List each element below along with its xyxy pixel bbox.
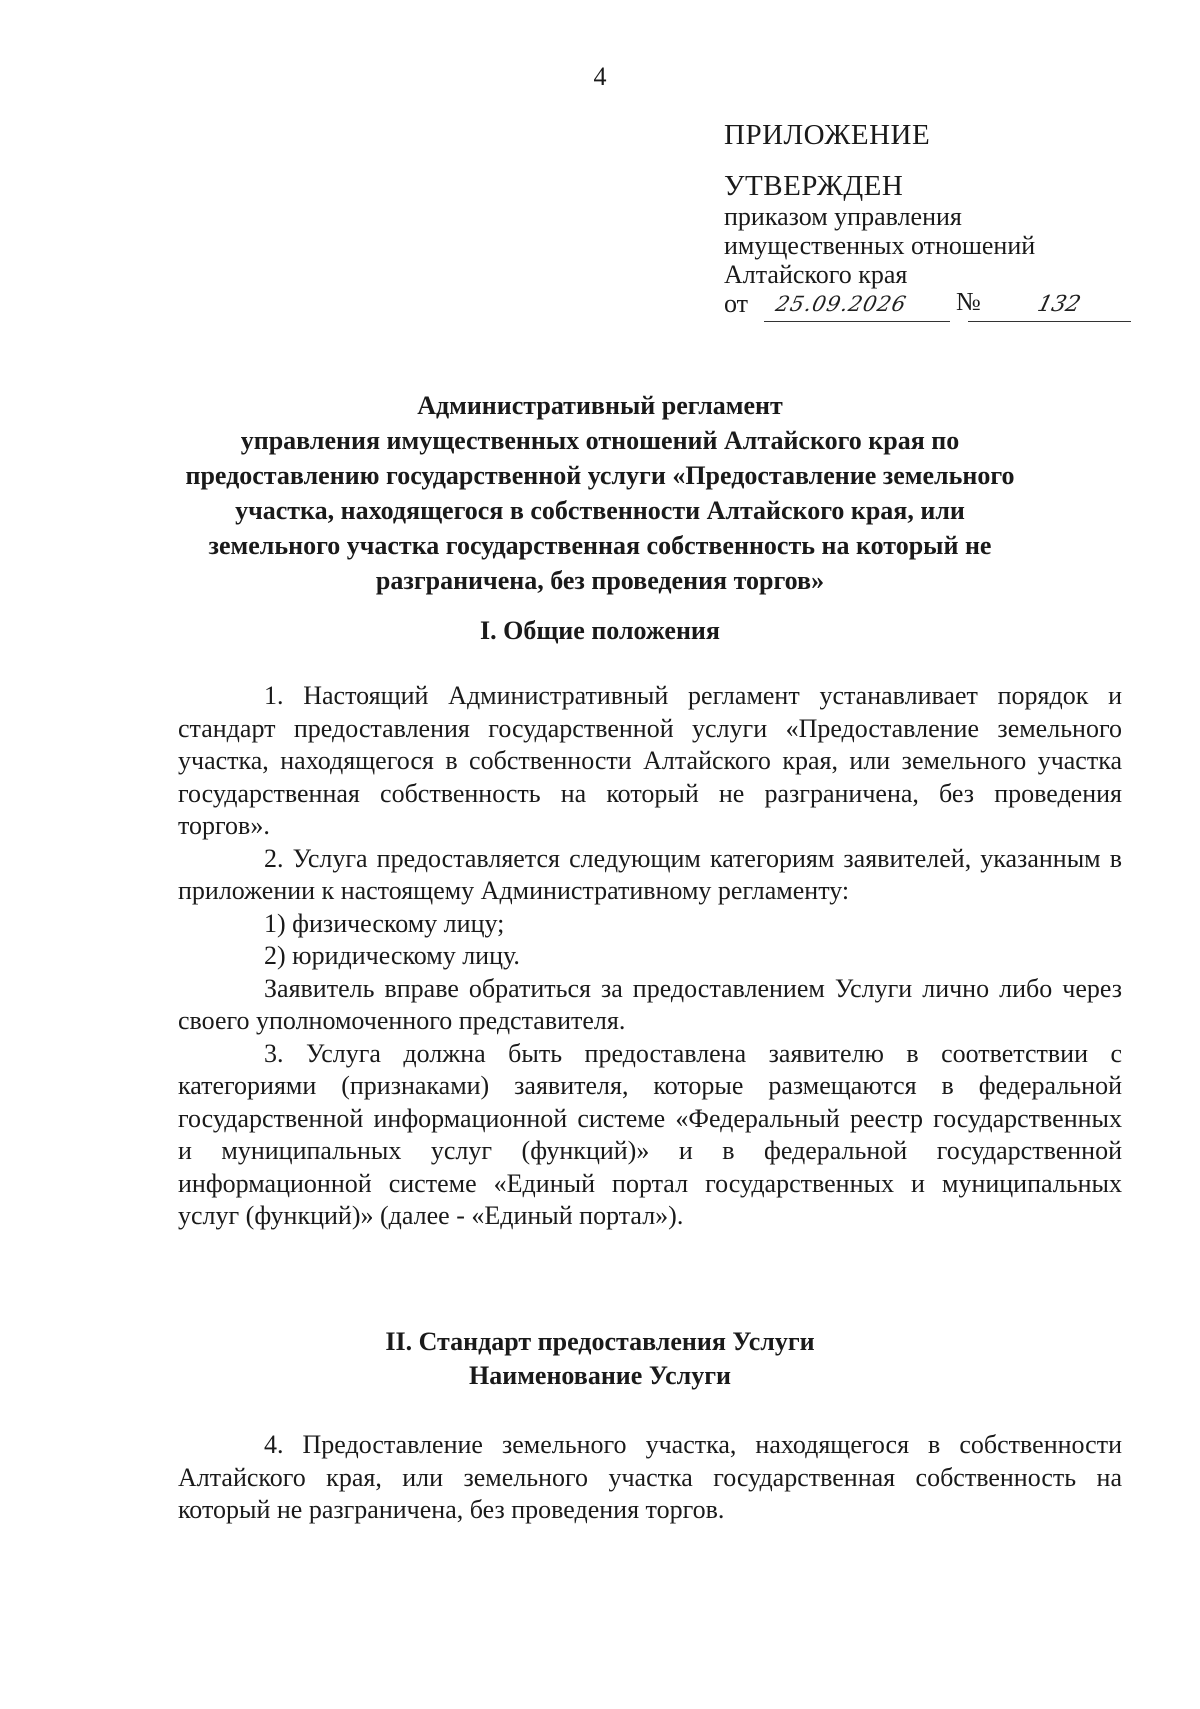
paragraph: 4. Предоставление земельного участка, находящегося в собственности Алтайского края, или земельного участка государственная собственность на который не разграничена, без проведения торгов. — [178, 1430, 1122, 1524]
section-heading-standard — [150, 1325, 1050, 1393]
paragraph: 1. Настоящий Административный регламент устанавливает порядок и стандарт предоставления государственной услуги «Предоставление земельного участка, находящегося в собственности Алтайского края, или земельного участка государственная собственность на который не разграничена, без проведения торгов». — [178, 681, 1122, 840]
title-line: разграничена, без проведения торгов» — [375, 566, 825, 595]
approval-line: Алтайского края — [724, 260, 908, 289]
page-number: 4 — [593, 62, 607, 91]
section-heading-general: I. Общие положения — [480, 616, 720, 645]
order-date-number-row — [724, 289, 1144, 329]
approved-label: УТВЕРЖДЕН — [724, 170, 904, 202]
approval-line: имущественных отношений — [724, 231, 1036, 260]
title-line: земельного участка государственная собственность на который не — [208, 531, 992, 560]
paragraph: 3. Услуга должна быть предоставлена заявителю в соответствии с категориями (признаками) заявителя, которые размещаются в федеральной государственной информационной системе «Федеральный реестр государственных и муниципальных услуг (функций)» и в федеральной государственной информационной системе «Единый портал государственных и муниципальных услуг (функций)» (далее - «Единый портал»). — [178, 1038, 1122, 1230]
appendix-label: ПРИЛОЖЕНИЕ — [724, 119, 931, 151]
date-prefix: от — [724, 289, 749, 318]
section-heading-line: II. Стандарт предоставления Услуги — [385, 1327, 815, 1356]
approval-line: приказом управления — [724, 202, 962, 231]
approval-block — [724, 118, 1144, 329]
list-item: 1) физическому лицу; — [264, 908, 505, 938]
section-general-body — [178, 680, 1122, 1233]
title-line: Административный регламент — [417, 391, 783, 420]
section-subheading: Наименование Услуги — [468, 1361, 732, 1390]
paragraph: 2. Услуга предоставляется следующим категориям заявителей, указанным в приложении к настоящему Административному регламенту: — [178, 843, 1122, 905]
title-line: участка, находящегося в собственности Алтайского края, или — [235, 496, 965, 525]
title-line: предоставлению государственной услуги «Предоставление земельного — [185, 461, 1015, 490]
section-standard-body — [178, 1429, 1122, 1527]
title-line: управления имущественных отношений Алтайского края по — [240, 426, 960, 455]
paragraph: Заявитель вправе обратиться за предоставлением Услуги лично либо через своего уполномоченного представителя. — [178, 973, 1122, 1035]
list-item: 2) юридическому лицу. — [264, 941, 520, 970]
handwritten-number: 132 — [1034, 292, 1084, 317]
handwritten-date: 25.09.2026 — [773, 292, 909, 316]
date-blank — [764, 289, 950, 322]
number-sign: № — [956, 287, 981, 316]
number-blank — [968, 289, 1131, 322]
document-title — [150, 388, 1050, 598]
